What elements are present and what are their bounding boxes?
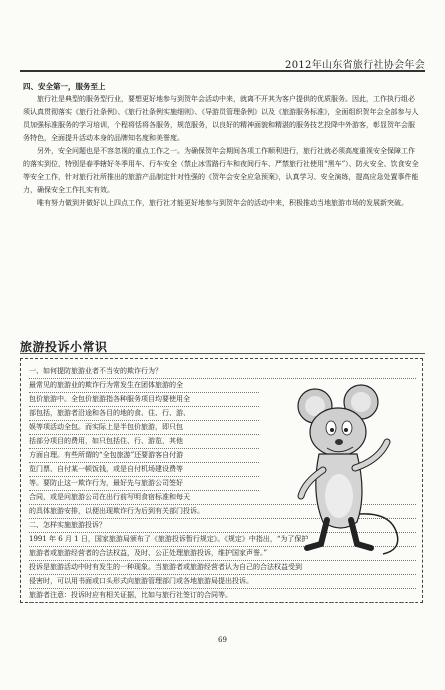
question-1: 一、如何提防旅游业者不当安的欺诈行为？	[29, 365, 416, 379]
answer-line: 旅游者或旅游经营者的合法权益，及时、公正处理旅游投诉，维护国家声誉。”	[29, 547, 416, 561]
tips-box	[20, 358, 423, 603]
answer-line: 最常见的旅游业的欺诈行为常发生在团体旅游的全	[29, 379, 259, 393]
answer-line: 侵害时，可以用书面或口头形式向旅游管理部门或各地旅游局提出投诉。	[29, 575, 416, 589]
answer-line: 娱等项活动全包。而实际上是半包价旅游，即只包	[29, 421, 259, 435]
running-header: 2012年山东省旅行社协会年会	[285, 60, 425, 71]
answer-line: 1991 年 6 月 1 日，国家旅游局颁布了《旅游投诉暂行规定》。《规定》中指出，“为了保护	[29, 533, 416, 547]
answer-line: 合同，或是问旅游公司在出行前写明食宿标准和每天	[29, 491, 416, 505]
section-heading: 四、安全第一，服务至上	[23, 82, 106, 91]
answer-line: 包价旅游中。全包价旅游指各种服务项目均要使用全	[29, 393, 259, 407]
answer-line: 括部分项目的费用，如只包括住、行、游览，其他	[29, 435, 259, 449]
answer-line: 方面自理。有些所谓的“全包旅游”还要游客自付游	[29, 449, 259, 463]
answer-line: 旅游者注意：投诉时应有相关证据，比如与旅行社签订的合同等。	[29, 589, 416, 603]
tips-title: 旅游投诉小常识	[20, 340, 108, 354]
answer-line: 的具体旅游安排，以便出现欺诈行为后到有关部门投诉。	[29, 505, 416, 519]
answer-line: 览门票、自付某一顿饭钱，或是自付机场建设费等	[29, 463, 259, 477]
paragraph: 另外，安全问题也是不容忽视的重点工作之一。为确保贺年会期间各项工作顺利进行，旅行社就必须高度重视安全保障工作的落实到位，特别是春季辖好冬季用车、行车安全（禁止冰雪路行车和夜间行车、严禁旅行社使用“黑车”）、防火安全、饮食安全等安全工作，针对旅行社所推出的旅游产品制定针对性强的《贺年会安全应急预案》，认真学习、安全演练，提高应急处置事件能力，确保安全工作扎实有效。	[23, 147, 419, 194]
paragraph: 旅行社是典型的服务型行业，要想更好地参与到贺年会活动中来，就离不开其为客户提供的优质服务。因此，工作执行组必须认真贯彻落实《旅行社条例》、《旅行社条例实施细则》、《导游员管理条例》以及《旅游服务标准》，全面组织贺年会全部参与人员加强标准服务的学习培训，个程将恬将各服务，规范服务，以良好的精神面貌和精湛的服务技艺投降中外游客，彰显贺年会服务特色，全面提升活动本身的品牌知名度和美誉度。	[23, 95, 419, 142]
question-2: 二、怎样实施旅游投诉？	[29, 519, 416, 533]
cartoon-mouse-illustration	[271, 384, 411, 559]
paragraph: 唯有努力做到并做好以上四点工作，旅行社才能更好地参与到贺年会的活动中来，积极推动当地旅游市场的发展新突破。	[37, 199, 408, 207]
page-number: 69	[218, 636, 227, 644]
section-safety-service	[23, 80, 421, 210]
answer-line: 等。要防止这一欺诈行为，最好先与旅游公司签好	[29, 477, 259, 491]
answer-1	[29, 379, 259, 491]
answer-line: 部包括，旅游者沿途和各目的地的食、住、行、游、	[29, 407, 259, 421]
tips-title-rule	[20, 353, 425, 354]
header-rule	[20, 70, 425, 72]
answer-line: 投诉是旅游活动中时有发生的一种现象。当旅游者或旅游经营者认为自己的合法权益受到	[29, 561, 416, 575]
